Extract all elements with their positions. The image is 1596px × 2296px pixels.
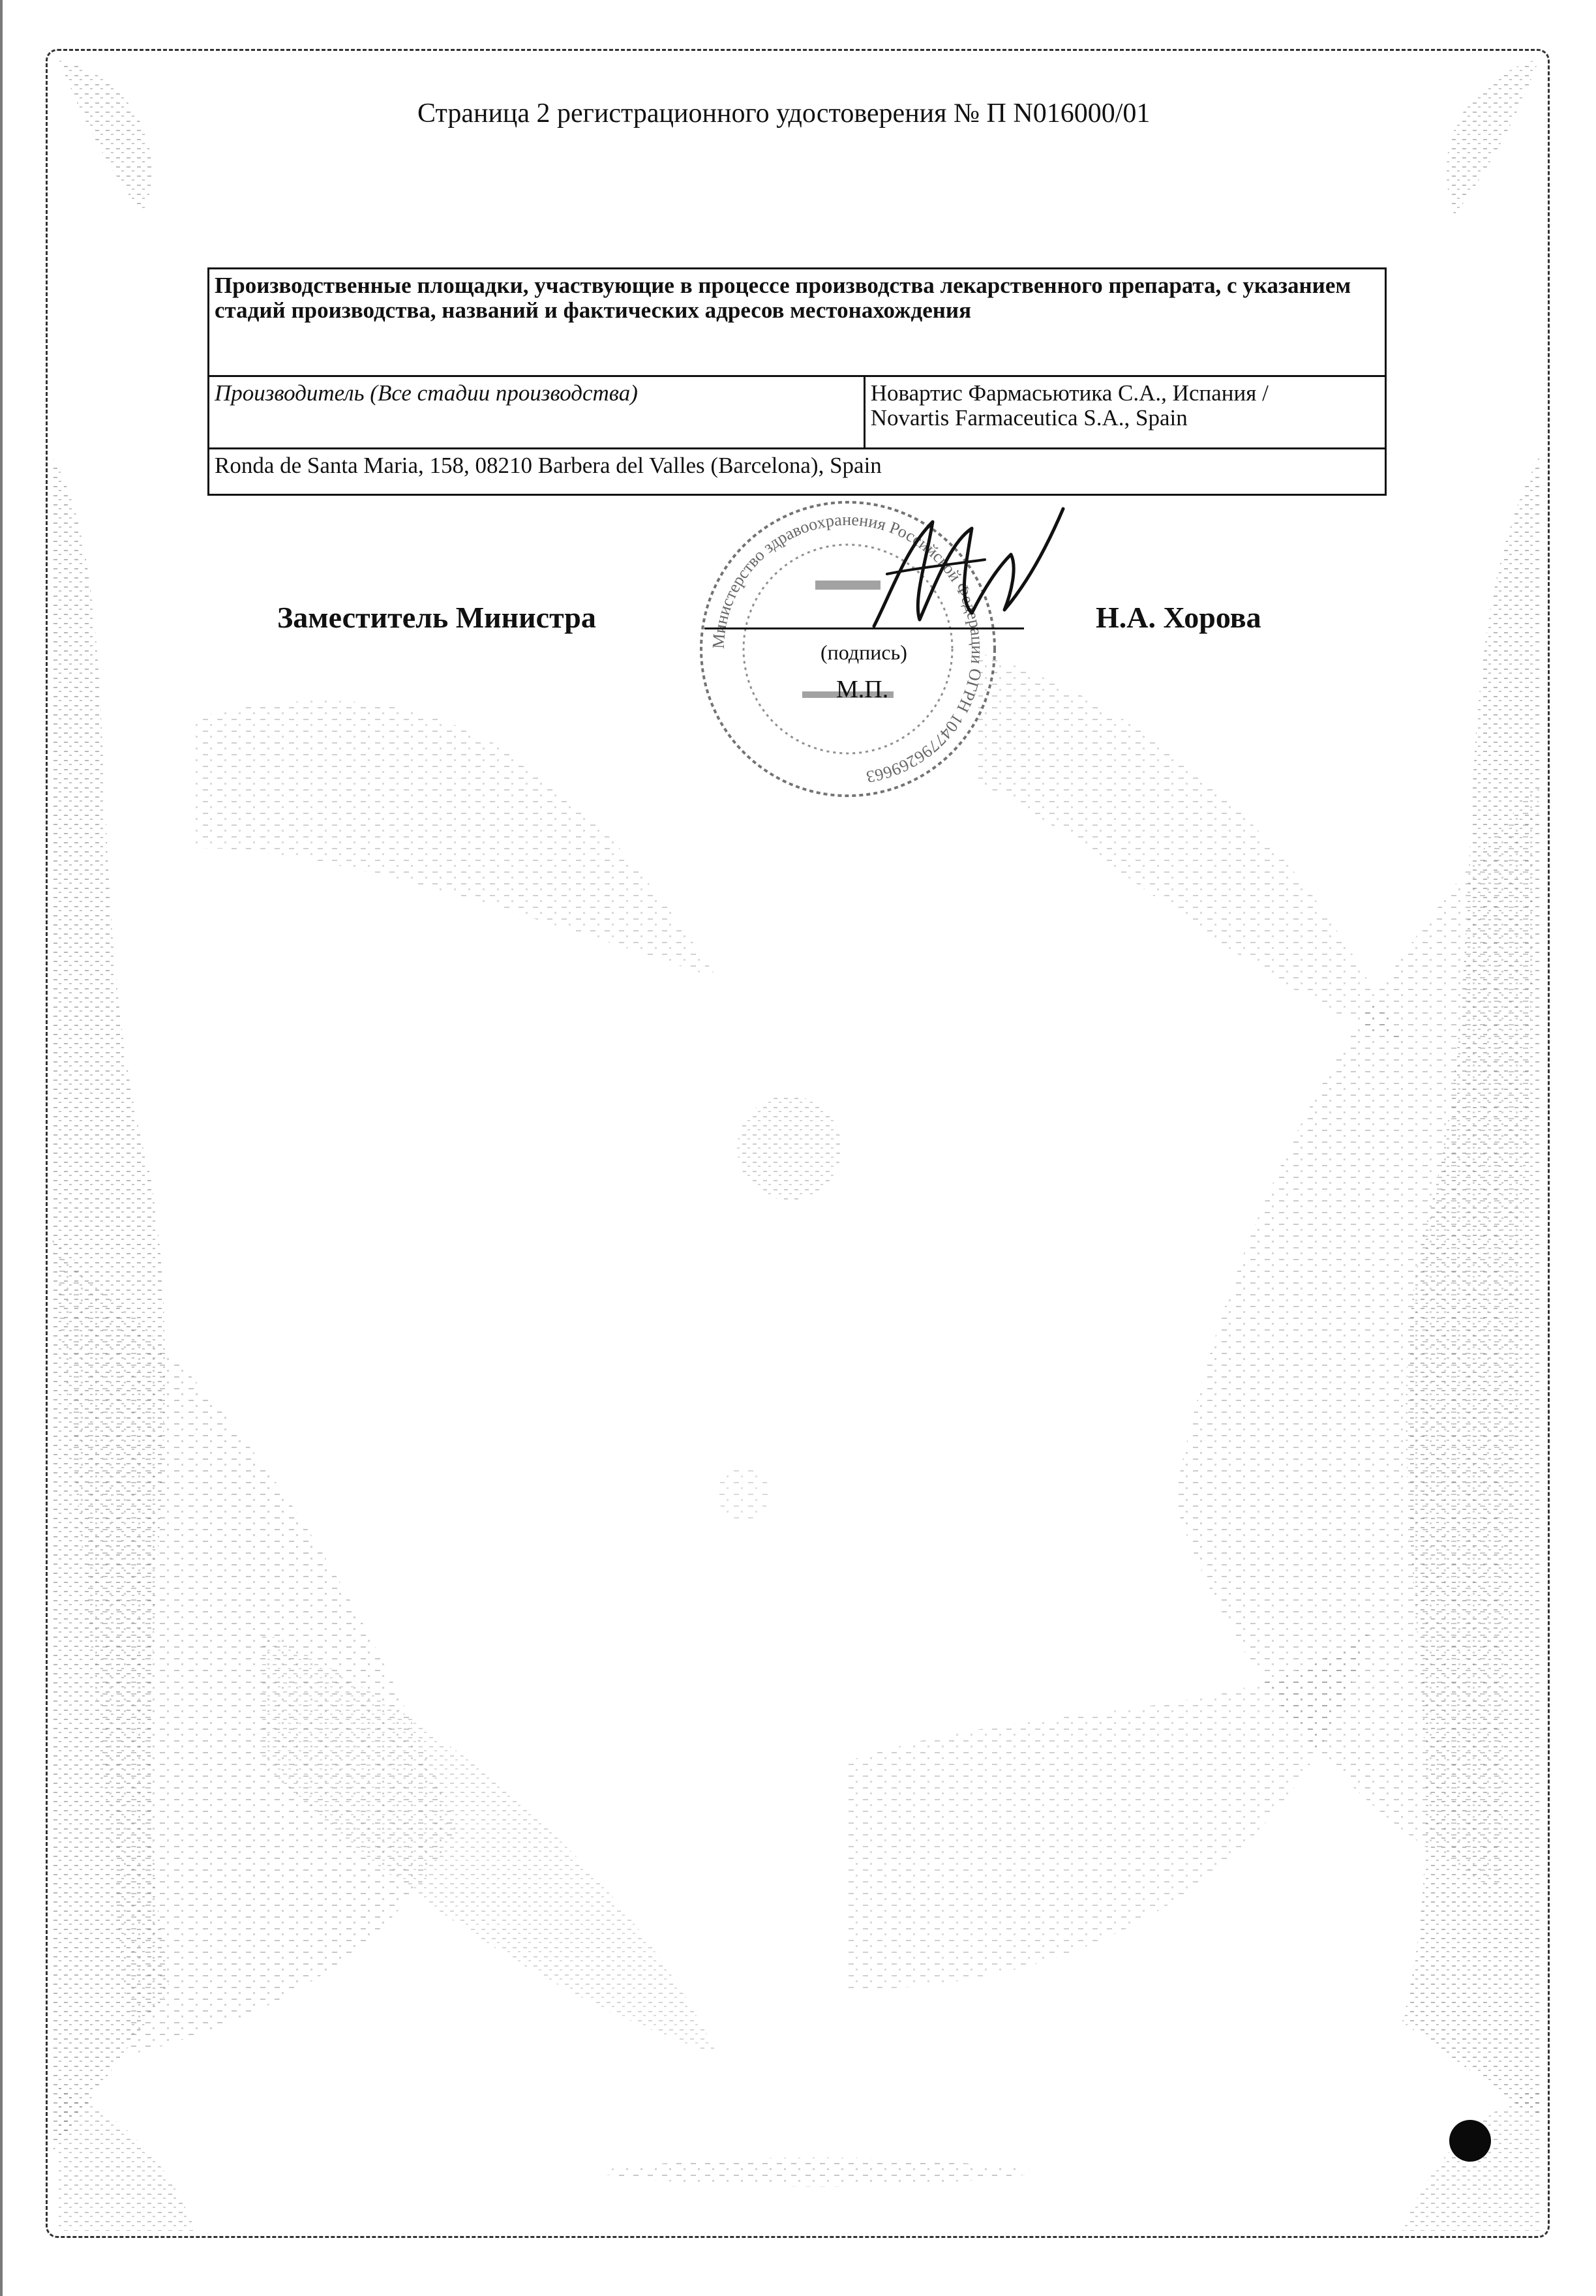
manufacturing-sites-table (207, 267, 1387, 496)
company-name-en: Novartis Farmaceutica S.A., Spain (870, 404, 1188, 430)
company-name-ru: Новартис Фармасьютика С.А., Испания / (870, 380, 1269, 406)
table-row (209, 449, 1386, 495)
page-title: Страница 2 регистрационного удостоверения № П N016000/01 (417, 98, 1151, 128)
signatory-name: Н.А. Хорова (1096, 601, 1261, 634)
manufacturer-role-cell: Производитель (Все стадии производства) (209, 376, 865, 449)
punch-hole-dot (1449, 2120, 1491, 2162)
manufacturer-address-cell: Ronda de Santa Maria, 158, 08210 Barbera del Valles (Barcelona), Spain (209, 449, 1386, 495)
seal-text: Министерство здравоохранения Российской Федерации ОГРН 1047796269663 (708, 509, 987, 787)
signature-line (704, 627, 1024, 629)
handwritten-signature (848, 496, 1070, 646)
table-header-row (209, 269, 1386, 376)
table-title-cell: Производственные площадки, участвующие в процессе производства лекарственного препарата, с указанием стадий производства, названий и фактических адресов местонахождения (209, 269, 1386, 376)
signature-caption: (подпись) (821, 641, 907, 664)
signatory-title: Заместитель Министра (277, 601, 596, 634)
manufacturer-name-cell (864, 376, 1385, 449)
stamp-place-caption: М.П. (836, 676, 889, 703)
table-row (209, 376, 1386, 449)
scan-edge (0, 0, 3, 2296)
